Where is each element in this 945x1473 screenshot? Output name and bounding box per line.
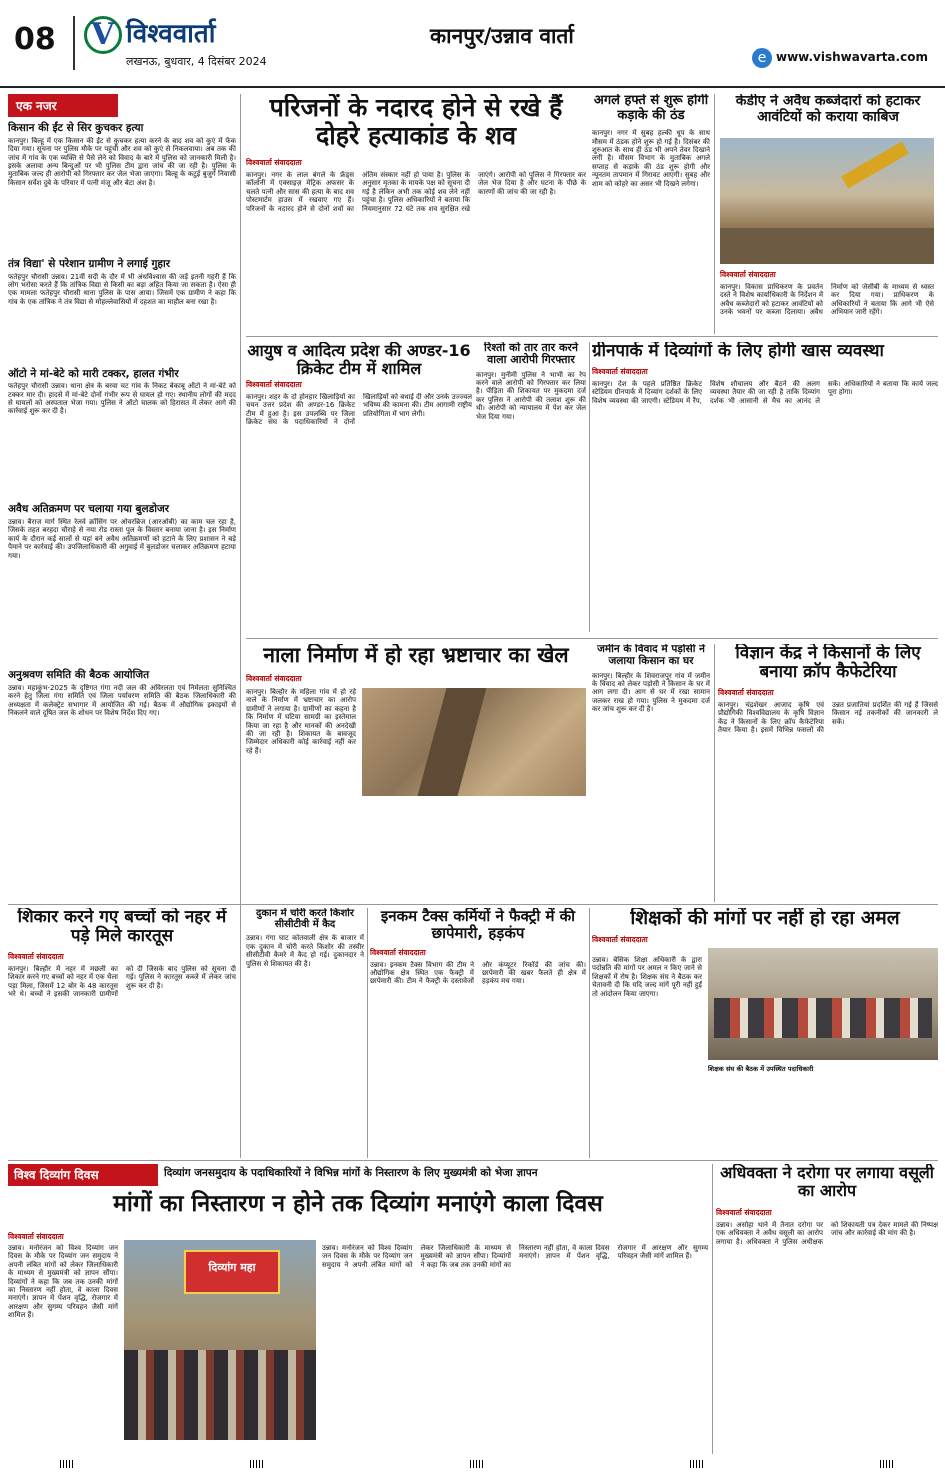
byline: विश्ववार्ता संवाददाता bbox=[246, 158, 302, 167]
news-item-body: फतेहपुर चौरासी उन्नाव। 21वीं सदी के दौर में भी अंधविश्वास की जड़ें इतनी गहरी हैं कि लोग भरोसा करते हैं कि तांत्रिक विद्या से किसी का बड़ा अहित किया जा सकता है। ऐसा ही एक मामला फतेहपुर चौरासी थाना पुलिस के पास आया। जिसमें एक ग्रामीण ने कहा कि गांव के एक तांत्रिक ने तंत्र विद्या से मोहल्लेवासियों में दहशत का माहौल बना रखा है। bbox=[8, 272, 236, 306]
print-mark bbox=[250, 1460, 264, 1468]
row-rule bbox=[246, 336, 938, 337]
column-rule bbox=[589, 908, 590, 1158]
story-incometax bbox=[370, 908, 586, 1158]
story-headline: जमीन के विवाद में पड़ोसी ने जलाया किसान का घर bbox=[597, 644, 705, 667]
story-vigyan bbox=[718, 644, 938, 902]
story-headline: रिश्तो को तार तार करने वाला आरोपी गिरफ्तार bbox=[483, 342, 579, 367]
divyang-rally-photo bbox=[124, 1240, 316, 1440]
row-rule bbox=[8, 904, 938, 905]
byline: विश्ववार्ता संवाददाता bbox=[716, 1207, 772, 1217]
news-item bbox=[8, 670, 236, 854]
story-headline: शिक्षकों की मांगों पर नहीं हो रहा अमल bbox=[630, 908, 900, 929]
story-headline: मांगों का निस्तारण न होने तक दिव्यांग मनाएंगे काला दिवस bbox=[113, 1191, 603, 1217]
story-headline: आयुष व आदित्य प्रदेश की अण्डर-16 क्रिकेट टीम में शामिल bbox=[247, 342, 471, 378]
website-link[interactable]: www.vishwavarta.com bbox=[776, 50, 928, 64]
column-rule bbox=[240, 908, 241, 1158]
byline: विश्ववार्ता संवाददाता bbox=[718, 688, 774, 698]
story-body: कानपुर। मुनीमी पुलिस ने भाभी का रेप करने वाले आरोपी को गिरफ्तार कर लिया है। पीड़िता की शिकायत पर मुकदमा दर्ज कर पुलिस ने आरोपी की तलाश शुरू की थी। आरोपी को न्यायालय में पेश कर जेल भेज दिया गया। bbox=[476, 370, 586, 421]
print-mark bbox=[880, 1460, 894, 1468]
row-rule bbox=[8, 1160, 938, 1161]
masthead-divider bbox=[73, 16, 75, 70]
story-body: कानपुर। बिल्हौर में नहर में मछली का शिकार करने गए बच्चों को नहर में एक थैला पड़ा मिला, जिसमें 12 बोर के 48 कारतूस भरे थे। बच्चों ने इसकी जानकारी ग्रामीणों को दी जिसके बाद पुलिस को सूचना दी गई। पुलिस ने कारतूस कब्जे में लेकर जांच शुरू कर दी है। bbox=[8, 965, 236, 999]
demolition-photo bbox=[720, 138, 934, 264]
column-rule bbox=[240, 94, 241, 956]
story-body-continued: उन्नाव। मनोरंजन को विश्व दिव्यांग जन दिवस के मौके पर दिव्यांग जन समुदाय ने अपनी लंबित मांगों को लेकर जिलाधिकारी के माध्यम से मुख्यमंत्री को ज्ञापन सौंपा। दिव्यांगों ने कहा कि जब तक उनकी मांगों का निस्तारण नहीं होता, वे काला दिवस मनाएंगे। ज्ञापन में पेंशन वृद्धि, रोजगार में आरक्षण और सुगम्य परिवहन जैसी मांगें शामिल हैं। bbox=[322, 1244, 708, 1269]
story-headline: शिकार करने गए बच्चों को नहर में पड़े मिले कारतूस bbox=[17, 908, 227, 947]
ek-nazar-column bbox=[8, 94, 236, 956]
column-rule bbox=[714, 644, 715, 902]
print-mark bbox=[60, 1460, 74, 1468]
story-body: उन्नाव। असोहा थाने में तैनात दरोगा पर एक अधिवक्ता ने अवैध वसूली का आरोप लगाया है। अधिवक्ता ने पुलिस अधीक्षक को शिकायती पत्र देकर मामले की निष्पक्ष जांच और कार्रवाई की मांग की है। bbox=[716, 1220, 938, 1246]
column-rule bbox=[714, 94, 715, 334]
byline: विश्ववार्ता संवाददाता bbox=[8, 952, 64, 962]
teachers-meeting-photo bbox=[708, 948, 938, 1060]
brand-name: विश्ववार्ता bbox=[126, 19, 216, 49]
divyang-kicker: दिव्यांग जनसमुदाय के पदाधिकारियों ने विभिन्न मांगों के निस्तारण के लिए मुख्यमंत्री को भेजा ज्ञापन bbox=[164, 1167, 538, 1179]
brand-logo: V bbox=[84, 16, 122, 54]
news-item bbox=[8, 259, 236, 365]
story-headline: इनकम टैक्स कर्मियों ने फैक्ट्री में की छापेमारी, हड़कंप bbox=[380, 908, 576, 942]
lead-headline: परिजनों के नदारद होने से रखे हैं दोहरे हत्याकांड के शव bbox=[269, 94, 563, 150]
story-body: कानपुर। नगर में सुबह हल्की धूप के साथ मौसम में ठंडक होने शुरू हो गई है। दिसंबर की शुरुआत के साथ ही ठंड भी अपने तेवर दिखाने लगी है। मौसम विभाग के मुताबिक अगले सप्ताह से कड़ाके की ठंड शुरू होगी और न्यूनतम तापमान में गिरावट आएगी। सुबह और शाम को कोहरे का असर भी दिखने लगेगा। bbox=[592, 129, 710, 188]
news-item-title: तंत्र विद्या' से परेशान ग्रामीण ने लगाई गुहार bbox=[8, 257, 170, 270]
column-rule bbox=[367, 908, 368, 1158]
story-jameen bbox=[592, 644, 710, 902]
story-greenpark bbox=[592, 342, 938, 632]
divyang-tag: विश्व दिव्यांग दिवस bbox=[8, 1164, 158, 1186]
story-headline: विज्ञान केंद्र ने किसानों के लिए बनाया क्रॉप कैफेटेरिया bbox=[735, 644, 921, 683]
news-item bbox=[8, 504, 236, 666]
byline: विश्ववार्ता संवाददाता bbox=[592, 367, 648, 377]
byline: विश्ववार्ता संवाददाता bbox=[246, 379, 302, 389]
story-body: कानपुर। शहर के दो होनहार खिलाड़ियों का चयन उत्तर प्रदेश की अण्डर-16 क्रिकेट टीम में हुआ है। इस उपलब्धि पर जिला क्रिकेट संघ के पदाधिकारियों ने दोनों खिलाड़ियों को बधाई दी और उनके उज्ज्वल भविष्य की कामना की। टीम आगामी राष्ट्रीय प्रतियोगिता में भाग लेगी। bbox=[246, 392, 472, 427]
news-item-title: किसान की ईंट से सिर कुचकर हत्या bbox=[8, 122, 144, 134]
dateline: लखनऊ, बुधवार, 4 दिसंबर 2024 bbox=[126, 55, 267, 68]
story-shikshak bbox=[592, 908, 938, 1158]
rally-banner-text: दिव्यांग महा bbox=[208, 1261, 256, 1274]
section-title: कानपुर/उन्नाव वार्ता bbox=[430, 24, 574, 48]
news-item-title: अनुश्रवण समिति की बैठक आयोजित bbox=[8, 669, 150, 681]
story-body: उन्नाव। मनोरंजन को विश्व दिव्यांग जन दिवस के मौके पर दिव्यांग जन समुदाय ने अपनी लंबित मांगों को लेकर जिलाधिकारी के माध्यम से मुख्यमंत्री को ज्ञापन सौंपा। दिव्यांगों ने कहा कि जब तक उनकी मांगों का निस्तारण नहीं होता, वे काला दिवस मनाएंगे। ज्ञापन में पेंशन वृद्धि, रोजगार में आरक्षण और सुगम्य परिवहन जैसी मांगें शामिल हैं। bbox=[8, 1244, 118, 1320]
globe-icon: e bbox=[752, 48, 772, 68]
column-rule bbox=[712, 1164, 713, 1454]
story-body: उन्नाव। इनकम टैक्स विभाग की टीम ने औद्योगिक क्षेत्र स्थित एक फैक्ट्री में छापेमारी की। टीम ने फैक्ट्री के दस्तावेजों और कंप्यूटर रिकॉर्ड की जांच की। छापेमारी की खबर फैलते ही क्षेत्र में हड़कंप मच गया। bbox=[370, 960, 586, 986]
lead-story bbox=[246, 94, 586, 332]
story-rishwat bbox=[476, 342, 586, 632]
story-body: कानपुर। देश के पहले प्रतिष्ठित क्रिकेट स्टेडियम ग्रीनपार्क में दिव्यांग दर्शकों के लिए विशेष व्यवस्था की जाएगी। स्टेडियम में रैंप, विशेष शौचालय और बैठने की अलग व्यवस्था तैयार की जा रही है ताकि दिव्यांग दर्शक भी आसानी से मैच का आनंद ले सकें। अधिकारियों ने बताया कि कार्य जल्द पूरा होगा। bbox=[592, 380, 938, 405]
byline: विश्ववार्ता संवाददाता bbox=[592, 935, 648, 945]
news-item-title: ऑटो ने मां-बेटे को मारी टक्कर, हालत गंभीर bbox=[8, 367, 179, 380]
story-headline: केडीए ने अवैध कब्जेदारों को हटाकर आवंटियों को कराया काबिज bbox=[735, 94, 921, 125]
story-headline: ग्रीनपार्क में दिव्यांगों के लिए होगी खास व्यवस्था bbox=[592, 342, 884, 361]
story-headline: दुकान में चोरी करते किशोर सीसीटीवी में कैद bbox=[256, 908, 354, 931]
news-item bbox=[8, 123, 236, 255]
story-body: कानपुर। चंद्रशेखर आजाद कृषि एवं प्रौद्योगिकी विश्वविद्यालय के कृषि विज्ञान केंद्र ने किसानों के लिए क्रॉप कैफेटेरिया तैयार किया है। इसमें विभिन्न फसलों की उन्नत प्रजातियां प्रदर्शित की गई हैं जिससे किसान नई तकनीकों की जानकारी ले सकें। bbox=[718, 701, 938, 735]
story-headline: अधिवक्ता ने दरोगा पर लगाया वसूली का आरोप bbox=[720, 1164, 934, 1200]
page-number: 08 bbox=[14, 22, 56, 57]
news-item-body: फतेहपुर चौरासी उन्नाव। थाना क्षेत्र के बरवा चट गांव के निकट बेकाबू ऑटो ने मां-बेटे को टक्कर मार दी। हादसे में मां-बेटे दोनों गंभीर रूप से घायल हो गए। स्थानीय लोगों की मदद से घायलों को अस्पताल भेजा गया। पुलिस ने ऑटो चालक को हिरासत में लेकर आगे की कार्रवाई शुरू कर दी है। bbox=[8, 382, 236, 416]
story-chori bbox=[246, 908, 364, 1158]
story-divyang bbox=[8, 1164, 708, 1454]
story-kda bbox=[718, 94, 938, 334]
drain-photo bbox=[362, 688, 586, 796]
drain-trench bbox=[418, 688, 487, 796]
byline: विश्ववार्ता संवाददाता bbox=[246, 673, 302, 683]
byline: विश्ववार्ता संवाददाता bbox=[720, 270, 776, 279]
news-item-body: उन्नाव। महाकुंभ-2025 के दृष्टिगत गंगा नदी जल की अविरलता एवं निर्मलता सुनिश्चित करने हेतु जिला गंगा समिति एवं जिला पर्यावरण समिति की बैठक जिलाधिकारी की अध्यक्षता में कलेक्ट्रेट सभागार में आयोजित की गई। बैठक में औद्योगिक इकाइयों से निकलने वाले दूषित जल के शोधन पर विशेष निर्देश दिए गए। bbox=[8, 683, 236, 717]
rally-crowd bbox=[124, 1350, 316, 1440]
story-headline: नाला निर्माण में हो रहा भ्रष्टाचार का खेल bbox=[263, 644, 569, 667]
story-thand bbox=[592, 94, 710, 334]
masthead bbox=[0, 0, 945, 88]
story-body: कानपुर। बिल्हौर के महिला गांव में हो रहे नाले के निर्माण में भ्रष्टाचार का आरोप ग्रामीणों ने लगाया है। ग्रामीणों का कहना है कि निर्माण में घटिया सामग्री का इस्तेमाल किया जा रहा है और मानकों की अनदेखी की जा रही है। शिकायत के बावजूद जिम्मेदार अधिकारी कोई कार्रवाई नहीं कर रहे हैं। bbox=[246, 688, 356, 755]
byline: विश्ववार्ता संवाददाता bbox=[8, 1232, 64, 1241]
story-body: कानपुर। बिल्हौर के शिवराजपुर गांव में जमीन के विवाद को लेकर पड़ोसी ने किसान के घर में आग लगा दी। आग से घर में रखा सामान जलकर राख हो गया। पुलिस ने मुकदमा दर्ज कर जांच शुरू कर दी है। bbox=[592, 671, 710, 714]
story-body: उन्नाव। गंगा घाट कोतवाली क्षेत्र के बाजार में एक दुकान में चोरी करते किशोर की तस्वीर सीसीटीवी कैमरे में कैद हो गई। दुकानदार ने पुलिस से शिकायत की है। bbox=[246, 934, 364, 968]
news-item-body: उन्नाव। बैराज मार्ग स्थित रेलवे क्रॉसिंग पर ओवरब्रिज (आरओबी) का काम चल रहा है, जिसके तहत बरहदा चौराहे से नया रोड रास्ता पुल के विस्तार बनाया जाना है। इस निर्माण कार्य के दौरान कई सालों से यहां बने अवैध अतिक्रमणों को हटाने के लिए प्रशासन ने बड़े पैमाने पर कार्रवाई की। उपजिलाधिकारी की अगुवाई में बुलडोजर चलाकर अतिक्रमण हटाया गया। bbox=[8, 518, 236, 560]
column-rule bbox=[589, 342, 590, 632]
byline: विश्ववार्ता संवाददाता bbox=[370, 947, 426, 957]
story-body: उन्नाव। बेसिक शिक्षा अधिकारी के द्वारा पदोन्नति की मांगों पर अमल न किए जाने से शिक्षकों में रोष है। शिक्षक संघ ने बैठक कर चेतावनी दी कि यदि जल्द मांगें पूरी नहीं हुईं तो आंदोलन किया जाएगा। bbox=[592, 956, 702, 998]
rubble bbox=[720, 228, 934, 264]
print-mark bbox=[690, 1460, 704, 1468]
story-shikar bbox=[8, 908, 236, 1158]
news-item-title: अवैध अतिक्रमण पर चलाया गया बुलडोजर bbox=[8, 503, 170, 516]
story-body: कानपुर। नगर के लाल बंगले के फ्रेंड्स कॉलोनी में एक्साइज़ मेट्रिक अफसर के चलते पत्नी और सास की हत्या के बाद शव पोस्टमार्टम हाउस में रखवाए गए हैं। परिजनों के नदारद होने से दोनों शवों का अंतिम संस्कार नहीं हो पाया है। पुलिस के अनुसार मृतका के मायके पक्ष को सूचना दी गई है लेकिन अभी तक कोई शव लेने नहीं पहुंचा है। पुलिस अधिकारियों ने बताया कि नियमानुसार 72 घंटे तक शव सुरक्षित रखे जाएंगे। आरोपी को पुलिस ने गिरफ्तार कर जेल भेज दिया है और घटना के पीछे के कारणों की जांच की जा रही है। bbox=[246, 171, 586, 213]
news-item-body: कानपुर। बिल्हू में एक किसान की ईंट से कुचकर हत्या करने के बाद शव को कुएं में फेंक दिया गया। सूचना पर पुलिस मौके पर पहुंची और शव को कुएं से निकलवाया। अब तक की जांच में गांव के एक व्यक्ति से पैसे लेने को विवाद के बारे में पुलिस को जानकारी मिली है। इसके अलावा अन्य बिन्दुओं पर भी पुलिस टीम द्वारा जांच की जा रही है। पुलिस के मुताबिक जल्द ही आरोपी को गिरफ्तार कर जेल भेजा जाएगा। बिल्हू के कटुई बुजुर्ग निवासी किसान सर्वेश दुबे के परिवार में पत्नी मंजू और बेटा अंश है। bbox=[8, 136, 236, 187]
people-row bbox=[714, 998, 932, 1038]
ek-nazar-label: एक नजर bbox=[8, 94, 118, 117]
story-cricket bbox=[246, 342, 472, 632]
row-rule bbox=[246, 638, 938, 639]
story-nala bbox=[246, 644, 586, 902]
story-headline: अगले हफ्ते से शुरू होगी कड़ाके की ठंड bbox=[593, 94, 709, 123]
news-item bbox=[8, 369, 236, 501]
excavator-arm bbox=[841, 141, 909, 188]
print-mark bbox=[470, 1460, 484, 1468]
photo-caption: शिक्षक संघ की बैठक में उपस्थित पदाधिकारी bbox=[708, 1065, 814, 1073]
story-body: कानपुर। विकास प्राधिकरण के प्रवर्तन दस्ते ने विशेष कार्याधिकारी के निर्देशन में अवैध कब्जेदारों को हटाकर आवंटियों को उनके भवनों पर कब्जा दिलाया। अवैध निर्माण को जेसीबी के माध्यम से ध्वस्त कर दिया गया। प्राधिकरण के अधिकारियों ने बताया कि आगे भी ऐसे अभियान जारी रहेंगे। bbox=[720, 283, 934, 317]
story-adhivakta bbox=[716, 1164, 938, 1454]
